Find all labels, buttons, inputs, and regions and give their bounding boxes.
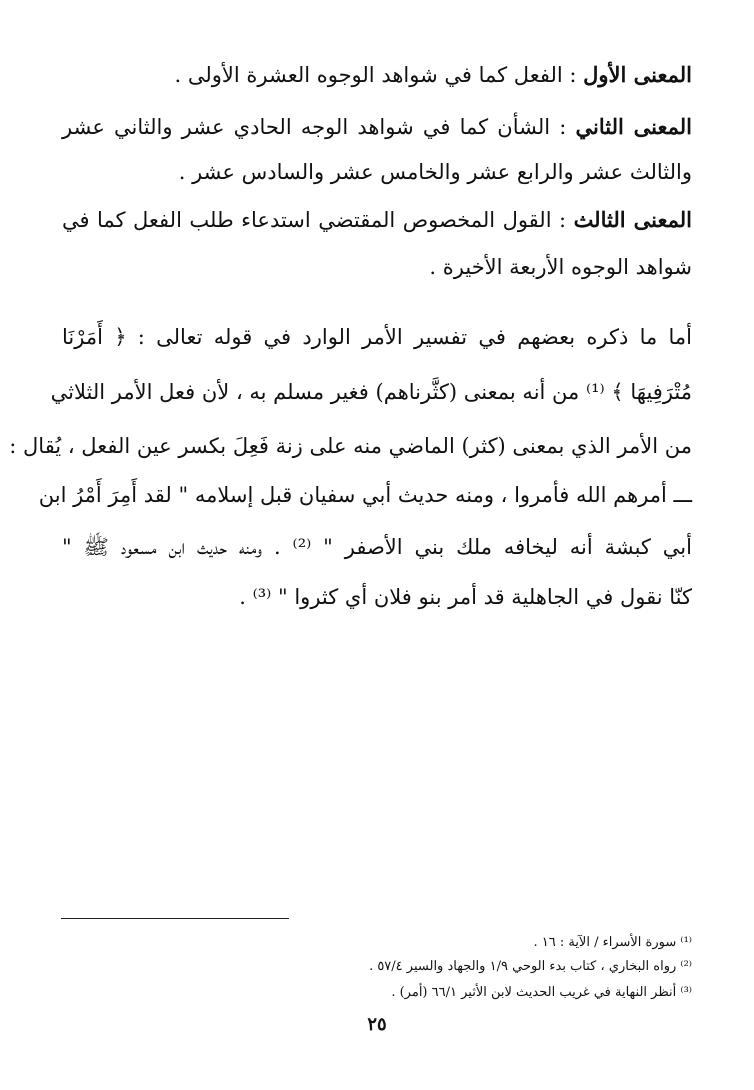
paragraph-line-4: ـــ أمرهم الله فأمروا ، ومنه حديث أبي سفيان قبل إسلامه " لقد أَمِرَ أَمْرُ ابن bbox=[38, 483, 692, 507]
paragraph-line-6: كنّا نقول في الجاهلية قد أمر بنو فلان أي كثروا " ⁽³⁾ . bbox=[239, 585, 692, 609]
meaning-2-line bbox=[62, 112, 692, 142]
page-number: ٢٥ bbox=[367, 1014, 387, 1035]
meaning-2-continuation: والثالث عشر والرابع عشر والخامس عشر والسادس عشر . bbox=[178, 160, 692, 184]
footnote-3: ⁽³⁾ أنظر النهاية في غريب الحديث لابن الأثير ٦٦/١ (أمر) . bbox=[391, 985, 692, 1000]
meaning-2-text: : الشأن كما في شواهد الوجه الحادي عشر والثاني عشر bbox=[62, 115, 576, 139]
meaning-3-continuation: شواهد الوجوه الأربعة الأخيرة . bbox=[429, 255, 692, 279]
footnote-divider bbox=[61, 918, 289, 919]
footnote-1: ⁽¹⁾ سورة الأسراء / الآية : ١٦ . bbox=[533, 935, 692, 950]
paragraph-line-2: مُتْرَفِيهَا ﴾ ⁽¹⁾ من أنه بمعنى (كثَّرناهم) فغير مسلم به ، لأن فعل الأمر الثلاثي bbox=[50, 380, 692, 404]
footnote-2: ⁽²⁾ رواه البخاري ، كتاب بدء الوحي ١/٩ والجهاد والسير ٥٧/٤ . bbox=[369, 959, 692, 974]
meaning-3-text: : القول المخصوص المقتضي استدعاء طلب الفعل كما في bbox=[62, 208, 574, 232]
paragraph-line-5: أبي كبشة أنه ليخافه ملك بني الأصفر " ⁽²⁾ . ومنه حديث ابن مسعود ﷺ " bbox=[62, 535, 692, 559]
meaning-1-term: المعنى الأول bbox=[583, 62, 692, 87]
meaning-3-term: المعنى الثالث bbox=[573, 207, 693, 232]
meaning-1-line bbox=[62, 60, 692, 90]
paragraph-line-1: أما ما ذكره بعضهم في تفسير الأمر الوارد في قوله تعالى : ﴿ أَمَرْنَا bbox=[62, 325, 692, 349]
meaning-1-text: : الفعل كما في شواهد الوجوه العشرة الأولى . bbox=[174, 63, 584, 87]
meaning-3-line bbox=[62, 205, 692, 235]
paragraph-line-3: من الأمر الذي بمعنى (كثر) الماضي منه على زنة فَعِلَ بكسر عين الفعل ، يُقال : bbox=[9, 434, 692, 458]
meaning-2-term: المعنى الثاني bbox=[575, 114, 692, 139]
